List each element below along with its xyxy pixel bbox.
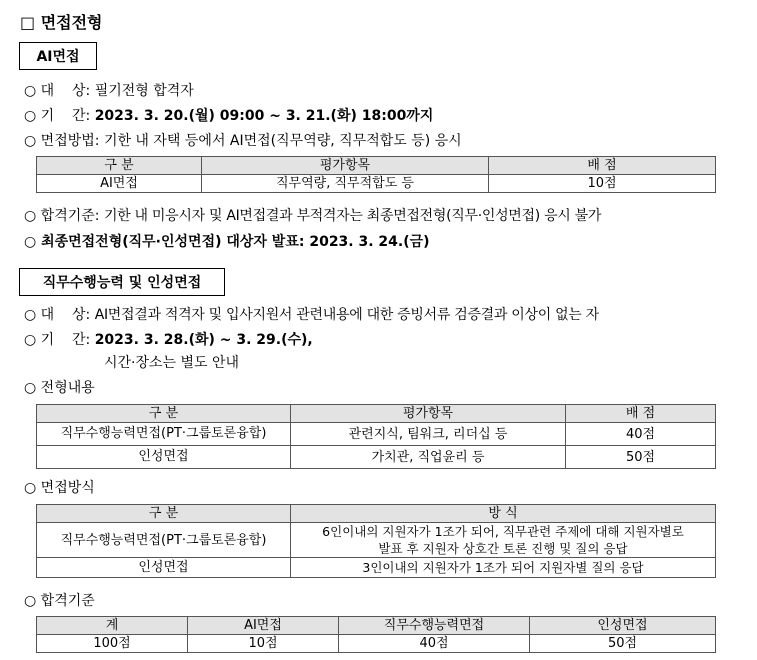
interview-method-label: ○ 면접방식 (24, 480, 95, 496)
table-cell: 10점 (489, 175, 716, 193)
table-header-cell: 평가항목 (202, 157, 489, 175)
table-cell: 인성면접 (37, 446, 291, 469)
page-title: □ 면접전형 (20, 13, 103, 32)
ai-target-label: ○ 대 상: (24, 83, 91, 99)
ai-period-value: 2023. 3. 20.(월) 09:00 ~ 3. 21.(화) 18:00까지 (94, 108, 434, 124)
table-cell: 3인이내의 지원자가 1조가 되어 지원자별 질의 응답 (291, 558, 716, 578)
table-cell: 50점 (566, 446, 716, 469)
table-row (37, 523, 716, 558)
table-header-cell: 인성면접 (530, 617, 716, 635)
method-desc-line: 발표 후 지원자 상호간 토론 진행 및 질의 응답 (378, 541, 628, 556)
table-header-cell: 방 식 (291, 505, 716, 523)
ai-period-line (24, 105, 433, 125)
table-row (37, 558, 716, 578)
table-cell: 40점 (566, 423, 716, 446)
ai-period-label: ○ 기 간: (24, 108, 91, 124)
table-cell: 가치관, 직업윤리 등 (291, 446, 566, 469)
table-cell: AI면접 (37, 175, 202, 193)
table-header-row (37, 505, 716, 523)
ai-pass-label: ○ 합격기준: (24, 208, 100, 224)
table-header-cell: 구 분 (37, 505, 291, 523)
table-header-cell: 계 (37, 617, 188, 635)
interview-target-value: AI면접결과 적격자 및 입사지원서 관련내용에 대한 증빙서류 검증결과 이상이 없는 자 (94, 307, 599, 323)
table-cell: 10점 (188, 635, 339, 653)
ai-announce-line: ○ 최종면접전형(직무·인성면접) 대상자 발표: 2023. 3. 24.(금) (24, 234, 430, 250)
interview-content-table (36, 404, 716, 469)
table-row (37, 635, 716, 653)
ai-section-heading: AI면접 (19, 42, 97, 70)
ai-method-line (24, 130, 462, 150)
table-row (37, 423, 716, 446)
table-header-cell: 구 분 (37, 405, 291, 423)
ai-pass-line (24, 205, 601, 225)
interview-target-line (24, 304, 599, 324)
table-header-row (37, 405, 716, 423)
interview-period-label: ○ 기 간: (24, 332, 91, 348)
ai-method-value: 기한 내 자택 등에서 AI면접(직무역량, 직무적합도 등) 응시 (103, 133, 462, 149)
interview-period-line (24, 329, 313, 349)
table-cell: 100점 (37, 635, 188, 653)
ai-method-label: ○ 면접방법: (24, 133, 100, 149)
table-header-row (37, 157, 716, 175)
table-header-cell: 직무수행능력면접 (339, 617, 530, 635)
ai-score-table (36, 156, 716, 193)
interview-pass-label: ○ 합격기준 (24, 593, 95, 609)
pass-score-table (36, 616, 716, 653)
method-desc-line: 6인이내의 지원자가 1조가 되어, 직무관련 주제에 대해 지원자별로 (322, 524, 684, 539)
table-cell (291, 523, 716, 558)
ai-target-value: 필기전형 합격자 (94, 83, 194, 99)
table-row (37, 175, 716, 193)
interview-target-label: ○ 대 상: (24, 307, 91, 323)
interview-section-heading: 직무수행능력 및 인성면접 (19, 268, 225, 296)
table-cell: 직무수행능력면접(PT·그룹토론융합) (37, 523, 291, 558)
table-header-cell: 구 분 (37, 157, 202, 175)
table-header-cell: AI면접 (188, 617, 339, 635)
ai-pass-value: 기한 내 미응시자 및 AI면접결과 부적격자는 최종면접전형(직무·인성면접) 응시 불가 (103, 208, 602, 224)
table-cell: 관련지식, 팀워크, 리더십 등 (291, 423, 566, 446)
table-cell: 직무역량, 직무적합도 등 (202, 175, 489, 193)
interview-method-table (36, 504, 716, 578)
interview-period-value: 2023. 3. 28.(화) ~ 3. 29.(수), (94, 332, 313, 348)
table-header-cell: 배 점 (566, 405, 716, 423)
table-cell: 50점 (530, 635, 716, 653)
table-cell: 직무수행능력면접(PT·그룹토론융합) (37, 423, 291, 446)
table-cell: 인성면접 (37, 558, 291, 578)
table-header-cell: 배 점 (489, 157, 716, 175)
interview-content-label: ○ 전형내용 (24, 380, 95, 396)
table-cell: 40점 (339, 635, 530, 653)
table-row (37, 446, 716, 469)
ai-target-line (24, 80, 194, 100)
interview-period-note: 시간·장소는 별도 안내 (104, 355, 240, 371)
table-header-cell: 평가항목 (291, 405, 566, 423)
table-header-row (37, 617, 716, 635)
